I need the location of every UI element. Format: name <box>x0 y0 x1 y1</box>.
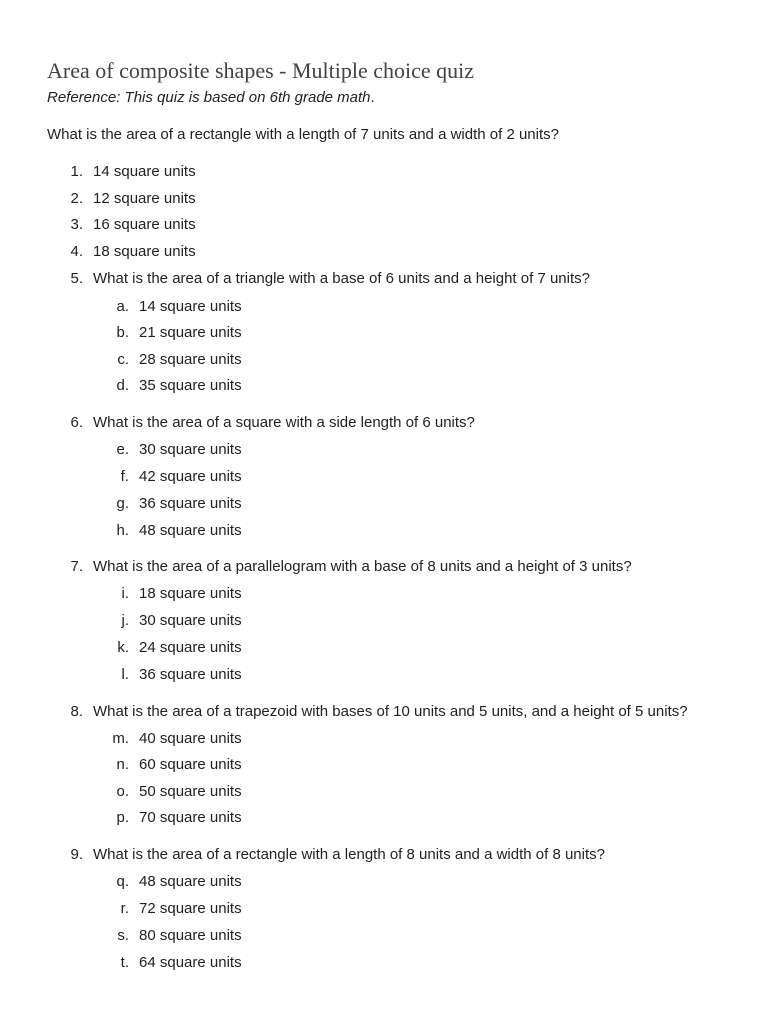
option-letter: h. <box>116 522 129 539</box>
option-text: 21 square units <box>139 324 242 341</box>
answer-option <box>121 584 242 604</box>
answer-option <box>116 872 242 892</box>
option-letter: n. <box>116 756 129 773</box>
intro-option <box>70 242 196 262</box>
option-text: 28 square units <box>139 351 242 368</box>
answer-option <box>116 494 242 514</box>
reference-note <box>47 88 375 108</box>
answer-option <box>120 899 242 919</box>
option-letter: j. <box>121 612 129 629</box>
question-number: 8. <box>70 703 83 720</box>
option-text: 14 square units <box>139 298 242 315</box>
question-number: 5. <box>70 270 83 287</box>
option-text: 60 square units <box>139 756 242 773</box>
option-text: 30 square units <box>139 441 242 458</box>
page-title: Area of composite shapes - Multiple choice quiz <box>47 58 475 83</box>
question-text: What is the area of a rectangle with a length of 8 units and a width of 8 units? <box>93 846 605 863</box>
option-text: 24 square units <box>139 639 242 656</box>
option-number: 3. <box>70 216 83 233</box>
option-letter: b. <box>116 324 129 341</box>
option-number: 1. <box>70 163 83 180</box>
option-number: 4. <box>70 243 83 260</box>
question-number: 7. <box>70 558 83 575</box>
option-letter: t. <box>120 954 129 971</box>
option-letter: i. <box>121 585 129 602</box>
answer-option <box>116 755 242 775</box>
intro-question: What is the area of a rectangle with a length of 7 units and a width of 2 units? <box>47 126 559 143</box>
question-text: What is the area of a square with a side length of 6 units? <box>93 414 475 431</box>
question-text: What is the area of a triangle with a base of 6 units and a height of 7 units? <box>93 270 590 287</box>
option-text: 48 square units <box>139 873 242 890</box>
question-5 <box>70 269 590 289</box>
option-text: 12 square units <box>93 190 196 207</box>
option-letter: q. <box>116 873 129 890</box>
question-text: What is the area of a trapezoid with bases of 10 units and 5 units, and a height of 5 units? <box>93 703 688 720</box>
answer-option <box>116 376 242 396</box>
question-7 <box>70 557 632 577</box>
answer-option <box>116 297 242 317</box>
option-text: 48 square units <box>139 522 242 539</box>
option-text: 50 square units <box>139 783 242 800</box>
answer-option <box>117 926 242 946</box>
question-6 <box>70 413 475 433</box>
option-letter: g. <box>116 495 129 512</box>
intro-option <box>70 189 196 209</box>
option-letter: f. <box>120 468 129 485</box>
option-text: 70 square units <box>139 809 242 826</box>
option-number: 2. <box>70 190 83 207</box>
answer-option <box>116 440 242 460</box>
option-text: 64 square units <box>139 954 242 971</box>
answer-option <box>120 953 242 973</box>
option-letter: s. <box>117 927 129 944</box>
option-text: 42 square units <box>139 468 242 485</box>
question-8 <box>70 702 688 722</box>
option-letter: p. <box>116 809 129 826</box>
answer-option <box>116 323 242 343</box>
option-letter: a. <box>116 298 129 315</box>
option-text: 80 square units <box>139 927 242 944</box>
answer-option <box>117 350 242 370</box>
reference-note-period: . <box>370 89 375 106</box>
answer-option <box>116 808 242 828</box>
option-letter: e. <box>116 441 129 458</box>
reference-note-text: Reference: This quiz is based on 6th grade math <box>47 89 371 106</box>
option-text: 18 square units <box>93 243 196 260</box>
answer-option <box>117 638 242 658</box>
option-text: 36 square units <box>139 495 242 512</box>
question-number: 9. <box>70 846 83 863</box>
option-letter: l. <box>121 666 129 683</box>
option-letter: m. <box>112 730 129 747</box>
option-text: 14 square units <box>93 163 196 180</box>
question-number: 6. <box>70 414 83 431</box>
option-text: 35 square units <box>139 377 242 394</box>
option-text: 16 square units <box>93 216 196 233</box>
answer-option <box>116 782 242 802</box>
option-letter: k. <box>117 639 129 656</box>
option-letter: r. <box>120 900 129 917</box>
option-text: 18 square units <box>139 585 242 602</box>
answer-option <box>120 467 242 487</box>
answer-option <box>121 665 242 685</box>
intro-option <box>70 162 196 182</box>
answer-option <box>112 729 242 749</box>
intro-option <box>70 215 196 235</box>
option-text: 30 square units <box>139 612 242 629</box>
option-text: 36 square units <box>139 666 242 683</box>
answer-option <box>121 611 242 631</box>
option-text: 40 square units <box>139 730 242 747</box>
option-letter: c. <box>117 351 129 368</box>
option-letter: d. <box>116 377 129 394</box>
question-text: What is the area of a parallelogram with a base of 8 units and a height of 3 units? <box>93 558 632 575</box>
option-letter: o. <box>116 783 129 800</box>
option-text: 72 square units <box>139 900 242 917</box>
answer-option <box>116 521 242 541</box>
question-9 <box>70 845 605 865</box>
